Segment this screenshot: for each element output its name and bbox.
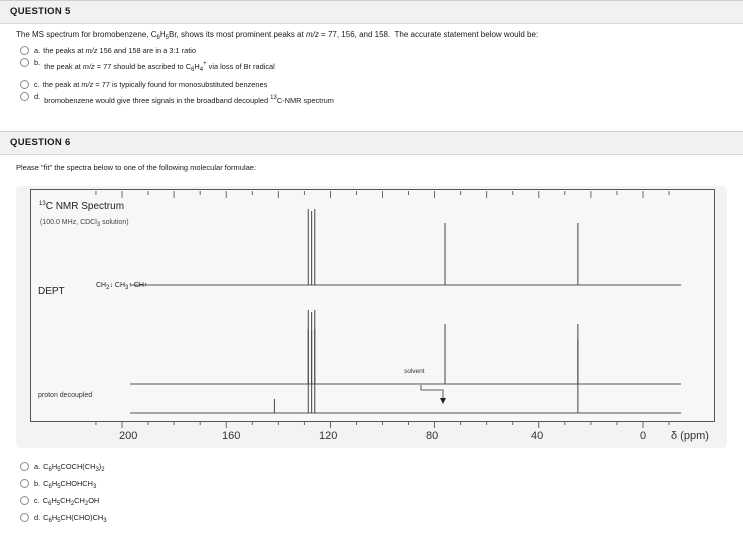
question-5-header	[0, 0, 743, 24]
spectrum-conditions: (100.0 MHz, CDCl$_3$ solution)	[40, 219, 129, 228]
q5-option-d-radio[interactable]	[20, 92, 29, 101]
question-6-title: QUESTION 6	[10, 137, 71, 148]
q6-option-b-radio[interactable]	[20, 479, 29, 488]
dept-label: DEPT	[38, 286, 65, 297]
axis-label-0: 0	[640, 430, 647, 442]
q6-option-d-radio[interactable]	[20, 513, 29, 522]
q5-option-a-radio[interactable]	[20, 46, 29, 55]
q5-option-d[interactable]: d. bromobenzene would give three signals in the broadband decoupled $^{13}$C-NMR spectrum	[20, 92, 334, 101]
q6-option-a[interactable]: a. $C_6H_5COCH(CH_3)_2$	[20, 462, 105, 471]
q5-option-b-radio[interactable]	[20, 58, 29, 67]
axis-label-120: 120	[319, 430, 338, 442]
axis-unit: δ (ppm)	[671, 430, 709, 442]
q6-option-d[interactable]: d. $C_6H_5CH(CHO)CH_3$	[20, 513, 107, 522]
q6-option-c-radio[interactable]	[20, 496, 29, 505]
bottom-ticks	[96, 422, 669, 428]
axis-label-200: 200	[119, 430, 138, 442]
proton-decoupled-label: proton decoupled	[38, 392, 93, 399]
question-6-header	[0, 131, 743, 155]
q5-option-c[interactable]: c. the peak at m/z = 77 is typically found for monosubstituted benzenes	[20, 80, 267, 89]
top-ticks	[96, 191, 669, 198]
peaks	[274, 209, 577, 413]
spectrum-title: $^{13}$C NMR Spectrum	[39, 201, 125, 212]
question-6-stem: Please "fit" the spectra below to one of the following molecular formulae:	[16, 163, 257, 172]
q5-option-b[interactable]: b. the peak at m/z = 77 should be ascribed to $C_6H_4^+$ via loss of Br radical	[20, 58, 275, 67]
solvent-pointer	[421, 385, 443, 398]
q6-option-c[interactable]: c. $C_6H_5CH_2CH_2OH$	[20, 496, 99, 505]
q6-option-a-radio[interactable]	[20, 462, 29, 471]
question-5-stem: The MS spectrum for bromobenzene, $C_6H_5Br$, shows its most prominent peaks at m/z = 77, 156, and 158. The accurate statement below would be:	[16, 30, 539, 41]
solvent-arrowhead	[440, 398, 446, 404]
question-5-title: QUESTION 5	[10, 6, 71, 17]
dept-legend: $CH_2↓$ $CH_3↑$ CH↑	[96, 282, 148, 291]
q5-option-a[interactable]: a. the peaks at m/z 156 and 158 are in a 3:1 ratio	[20, 46, 196, 55]
solvent-label: solvent	[404, 368, 425, 375]
nmr-spectrum-figure	[16, 186, 727, 448]
axis-label-160: 160	[222, 430, 241, 442]
axis-label-80: 80	[426, 430, 439, 442]
q5-option-c-radio[interactable]	[20, 80, 29, 89]
axis-label-40: 40	[531, 430, 544, 442]
q6-option-b[interactable]: b. $C_6H_5CHOHCH_3$	[20, 479, 96, 488]
